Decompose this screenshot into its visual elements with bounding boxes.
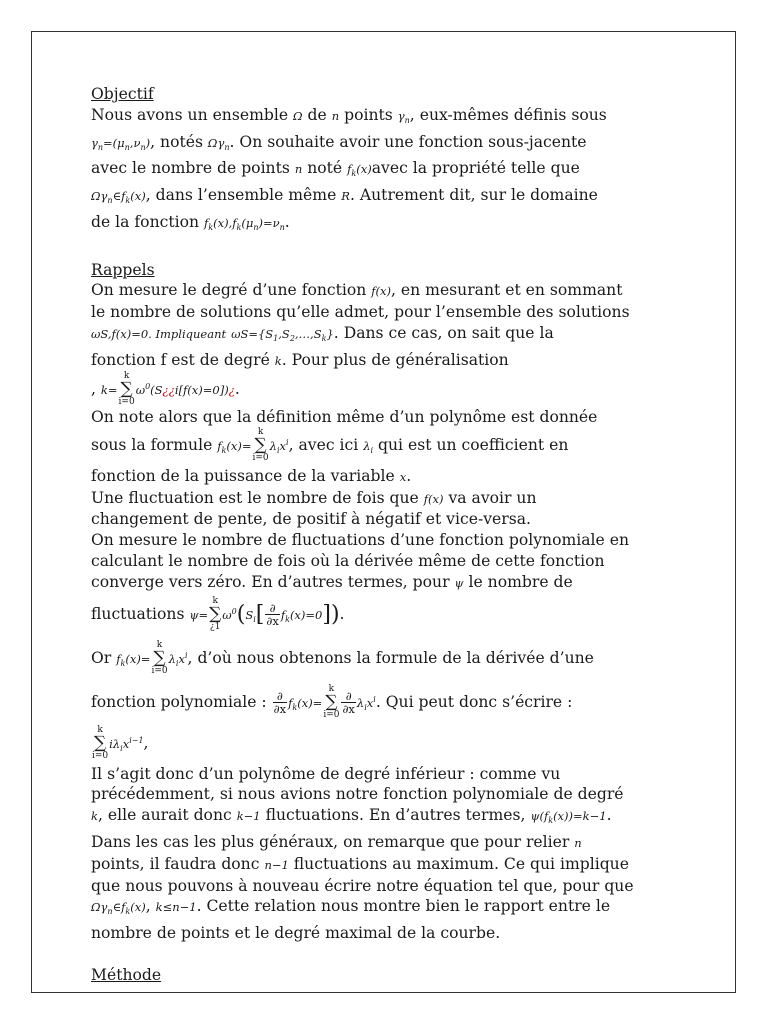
heading-rappels: Rappels — [91, 260, 155, 279]
paragraph-conclusion: Il s’agit donc d’un polynôme de degré inférieur : comme vu précédemment, si nous avions notre fonction polynomiale de degré k, elle aurait donc k−1 fluctuations. En d’autres termes, $\psi(f_k(x))=k-1$. Dans les cas les plus généraux, on remarque que pour relier n points, il faudra donc n−1 fluctuations au maximum. Ce qui implique que nous pouvons à nouveau écrire notre équation tel que, pour que $\Omega\gamma_n\in f_k(x)$, k≤n−1. Cette relation nous montre bien le rapport entre le nombre de points et le degré maximal de la courbe. — [91, 764, 634, 943]
paragraph-derivee: Or $f_k(x)=k$ ∑ $i=0\lambda_ix^i$, d’où nous obtenons la formule de la dérivée d’une fonction polynomiale : $\frac{\partial}{\partial x}$ $f_k(x)=k$ ∑ i=0 $\frac{\partial}{\partial x}$ $\lambda_ix^i$. Qui peut donc s’écrire : k ∑ $i=0i\lambda_ix^{i-1}$, — [91, 640, 594, 762]
paragraph-polynome: On note alors que la définition même d’un polynôme est donnée sous la formule $f_k(x)=k$ ∑ $i=0\lambda_ix^i$, avec ici $\lambda_i$ qui est un coefficient en fonction de la puissance de la variable x. — [91, 408, 598, 485]
paragraph-degree: On mesure le degré d’une fonction f(x), en mesurant et en sommant le nombre de solutions qu’elle admet, pour l’ensemble des solutions ωS,f(x)=0. Impliqueant $\omega S=\{S_1,S_2,\dots,S_k\}$. Dans ce cas, on sait que la fonction f est de degré k. Pour plus de généralisation , k=k ∑ $i=0\omega^0(S¿¿i[f(x)=0])¿$. — [91, 281, 630, 408]
heading-methode: Méthode — [91, 965, 162, 984]
paragraph-mesure: On mesure le nombre de fluctuations d’une fonction polynomiale en calculant le nombre de fois où la dérivée même de cette fonction converge vers zéro. En d’autres termes, pour ψ le nombre de fluctuations ψ=k ∑ ¿$1\omega^0(S_i$[ $\frac{\partial}{\partial x}$ $f_k(x)=0$]). — [91, 531, 629, 633]
paragraph-objectif: Nous avons un ensemble Ω de n points $\gamma_n$, eux-mêmes définis sous $\gamma_n=(\mu_n,\nu_n)$, notés $\Omega\gamma_n$. On souhaite avoir une fonction sous-jacente avec le nombre de points n noté $f_k(x)avec$ la propriété telle que $\Omega\gamma_n\in f_k(x)$, dans l’ensemble même R. Autrement dit, sur le domaine de la fonction $f_k(x),f_k(\mu_n)=\nu_n$. — [91, 105, 607, 232]
heading-objectif: Objectif — [91, 85, 154, 103]
document-body — [91, 84, 681, 986]
paragraph-fluctuation: Une fluctuation est le nombre de fois que f(x) va avoir un changement de pente, de positif à négatif et vice-versa. — [91, 488, 537, 529]
